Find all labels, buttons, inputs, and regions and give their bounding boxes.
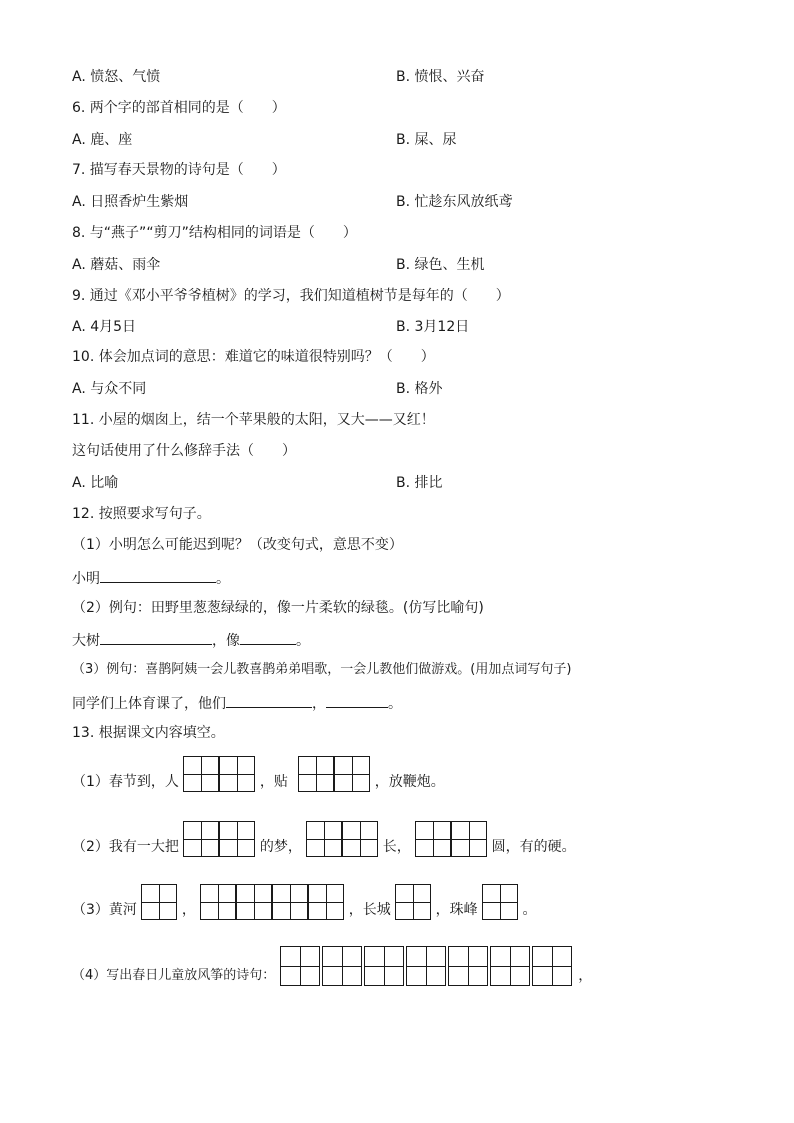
q9-option-b: B. 3月12日: [396, 319, 470, 335]
q12-part3-mid: ，: [312, 696, 326, 712]
char-cell[interactable]: [364, 946, 404, 986]
q13-line3: [72, 884, 537, 920]
q12-part2-start: 大树: [72, 633, 100, 649]
char-cell[interactable]: [308, 884, 344, 920]
char-cell[interactable]: [415, 821, 451, 857]
q13-line2: [72, 821, 576, 857]
char-grid[interactable]: [183, 821, 255, 857]
q13-l4-text-b: ，: [578, 968, 593, 984]
q7-question: 7. 描写春天景物的诗句是（ ）: [72, 162, 286, 178]
q12-part1-answer-line: [72, 567, 230, 589]
char-cell[interactable]: [322, 946, 362, 986]
q13-l2-text-c: 长，: [382, 839, 411, 855]
q8-option-b: B. 绿色、生机: [396, 257, 485, 273]
q13-l1-text-a: （1）春节到，人: [72, 774, 179, 790]
q6-option-b: B. 屎、尿: [396, 132, 457, 148]
q10-option-b: B. 格外: [396, 381, 443, 397]
q13-l3-text-b: ，: [181, 902, 196, 918]
q13-l3-text-d: ，珠峰: [435, 902, 478, 918]
q13-title: 13. 根据课文内容填空。: [72, 725, 225, 741]
q9-option-a: A. 4月5日: [72, 319, 137, 335]
q12-part1-start: 小明: [72, 571, 100, 587]
char-cell[interactable]: [342, 821, 378, 857]
char-cell[interactable]: [141, 884, 177, 920]
char-grid[interactable]: [183, 756, 255, 792]
q11-question: 11. 小屋的烟囱上，结一个苹果般的太阳，又大——又红！: [72, 412, 435, 428]
char-cell[interactable]: [219, 756, 255, 792]
q12-part3-start: 同学们上体育课了，他们: [72, 696, 226, 712]
char-grid[interactable]: [280, 946, 574, 986]
q6-option-a: A. 鹿、座: [72, 132, 133, 148]
char-cell[interactable]: [298, 756, 334, 792]
q12-part2-prompt: （2）例句：田野里葱葱绿绿的，像一片柔软的绿毯。(仿写比喻句): [72, 600, 484, 616]
answer-blank[interactable]: [326, 692, 388, 708]
char-cell[interactable]: [482, 884, 518, 920]
char-grid[interactable]: [306, 821, 378, 857]
q10-question: 10. 体会加点词的意思：难道它的味道很特别吗？（ ）: [72, 349, 435, 365]
q11-option-a: A. 比喻: [72, 475, 119, 491]
q8-question: 8. 与“燕子”“剪刀”结构相同的词语是（ ）: [72, 225, 357, 241]
char-cell[interactable]: [334, 756, 370, 792]
q13-l2-text-d: 圆，有的硬。: [491, 839, 576, 855]
char-grid[interactable]: [200, 884, 344, 920]
char-grid[interactable]: [415, 821, 487, 857]
q13-l1-text-c: ，放鞭炮。: [374, 774, 445, 790]
char-cell[interactable]: [183, 756, 219, 792]
char-grid[interactable]: [141, 884, 177, 920]
q8-option-a: A. 蘑菇、雨伞: [72, 257, 161, 273]
char-grid[interactable]: [298, 756, 370, 792]
char-cell[interactable]: [219, 821, 255, 857]
char-cell[interactable]: [490, 946, 530, 986]
char-cell[interactable]: [406, 946, 446, 986]
q12-part2-mid: ，像: [212, 633, 240, 649]
char-cell[interactable]: [272, 884, 308, 920]
char-cell[interactable]: [395, 884, 431, 920]
q13-l2-text-b: 的梦，: [259, 839, 302, 855]
char-grid[interactable]: [395, 884, 431, 920]
q5-option-a: A. 愤怒、气愤: [72, 69, 161, 85]
q6-question: 6. 两个字的部首相同的是（ ）: [72, 100, 286, 116]
q12-part2-answer-line: [72, 629, 310, 651]
q12-part3-prompt: （3）例句：喜鹊阿姨一会儿教喜鹊弟弟唱歌，一会儿教他们做游戏。(用加点词写句子): [72, 662, 572, 677]
q12-part3-answer-line: [72, 692, 402, 714]
q13-l1-text-b: ，贴: [259, 774, 288, 790]
char-cell[interactable]: [200, 884, 236, 920]
q5-option-b: B. 愤恨、兴奋: [396, 69, 485, 85]
q12-part2-end: 。: [296, 633, 310, 649]
q11-subquestion: 这句话使用了什么修辞手法（ ）: [72, 443, 296, 459]
q7-option-b: B. 忙趁东风放纸鸢: [396, 194, 513, 210]
q9-question: 9. 通过《邓小平爷爷植树》的学习，我们知道植树节是每年的（ ）: [72, 288, 510, 304]
char-grid[interactable]: [482, 884, 518, 920]
q13-line4: [72, 946, 592, 986]
answer-blank[interactable]: [226, 692, 312, 708]
answer-blank[interactable]: [240, 629, 296, 645]
answer-blank[interactable]: [100, 567, 216, 583]
q10-option-a: A. 与众不同: [72, 381, 147, 397]
q12-title: 12. 按照要求写句子。: [72, 506, 211, 522]
char-cell[interactable]: [183, 821, 219, 857]
answer-blank[interactable]: [100, 629, 212, 645]
q12-part1-prompt: （1）小明怎么可能迟到呢？（改变句式，意思不变）: [72, 537, 403, 553]
char-cell[interactable]: [532, 946, 572, 986]
char-cell[interactable]: [448, 946, 488, 986]
char-cell[interactable]: [306, 821, 342, 857]
q12-part3-end: 。: [388, 696, 402, 712]
q7-option-a: A. 日照香炉生紫烟: [72, 194, 189, 210]
q13-l3-text-c: ，长城: [348, 902, 391, 918]
q13-l3-text-e: 。: [522, 902, 537, 918]
q12-part1-end: 。: [216, 571, 230, 587]
char-cell[interactable]: [451, 821, 487, 857]
q13-l3-text-a: （3）黄河: [72, 902, 137, 918]
char-cell[interactable]: [280, 946, 320, 986]
q13-l4-text-a: （4）写出春日儿童放风筝的诗句：: [72, 968, 276, 983]
q11-option-b: B. 排比: [396, 475, 443, 491]
char-cell[interactable]: [236, 884, 272, 920]
q13-l2-text-a: （2）我有一大把: [72, 839, 179, 855]
q13-line1: [72, 756, 445, 792]
